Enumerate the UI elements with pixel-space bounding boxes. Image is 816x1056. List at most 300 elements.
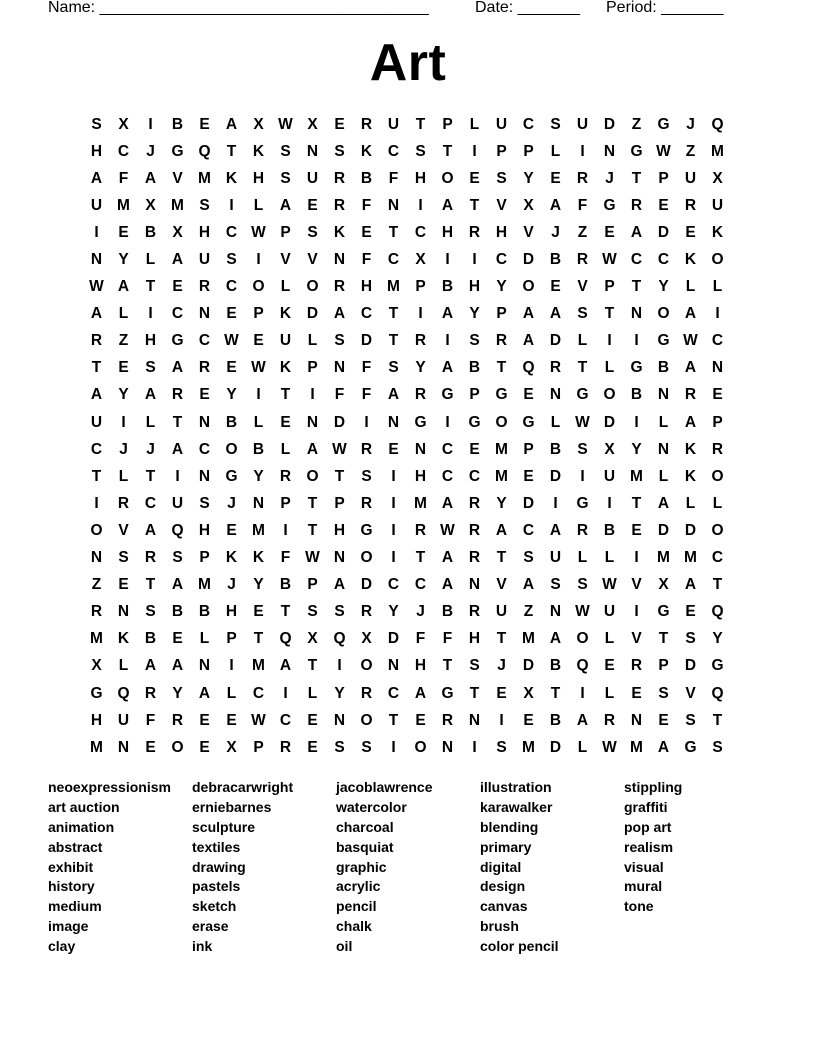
grid-letter: P — [658, 169, 669, 187]
grid-letter: C — [468, 467, 481, 485]
grid-letter: Q — [711, 684, 724, 702]
grid-letter: O — [576, 630, 589, 648]
grid-letter: O — [441, 169, 454, 187]
grid-letter: L — [145, 251, 156, 269]
grid-letter: C — [117, 142, 130, 160]
grid-letter: D — [549, 467, 562, 485]
grid-letter: D — [306, 305, 319, 323]
grid-letter: G — [441, 684, 454, 702]
grid-letter: R — [576, 251, 589, 269]
grid-letter: P — [523, 142, 534, 160]
grid-letter: N — [90, 549, 103, 567]
grid-letter: L — [280, 440, 291, 458]
grid-letter: M — [414, 494, 427, 512]
grid-letter: M — [252, 521, 265, 539]
date-field[interactable]: Date: _______ — [475, 0, 580, 16]
grid-letter: U — [495, 603, 508, 621]
grid-letter: S — [415, 142, 426, 160]
grid-letter: L — [658, 413, 669, 431]
grid-letter: A — [90, 169, 103, 187]
grid-letter: V — [631, 630, 642, 648]
grid-letter: I — [418, 305, 423, 323]
grid-letter: A — [171, 359, 184, 377]
grid-letter: B — [603, 521, 616, 539]
grid-letter: L — [712, 278, 723, 296]
grid-letter: L — [550, 142, 561, 160]
word-list-item: pop art — [624, 818, 672, 835]
grid-letter: O — [711, 521, 724, 539]
grid-letter: E — [523, 467, 534, 485]
grid-letter: K — [252, 142, 265, 160]
grid-letter: R — [117, 494, 130, 512]
grid-letter: O — [603, 386, 616, 404]
grid-letter: E — [172, 630, 183, 648]
grid-letter: Z — [685, 142, 696, 160]
grid-letter: L — [658, 467, 669, 485]
grid-letter: I — [94, 223, 99, 241]
grid-letter: P — [496, 142, 507, 160]
grid-letter: O — [171, 738, 184, 756]
grid-letter: S — [334, 738, 345, 756]
grid-letter: U — [387, 115, 400, 133]
word-list-item: watercolor — [336, 798, 407, 815]
grid-letter: H — [414, 169, 427, 187]
grid-letter: V — [523, 223, 534, 241]
grid-letter: T — [604, 305, 615, 323]
grid-letter: E — [199, 115, 210, 133]
grid-letter: N — [117, 738, 130, 756]
grid-letter: T — [226, 142, 237, 160]
grid-letter: S — [388, 359, 399, 377]
grid-letter: E — [280, 413, 291, 431]
grid-letter: N — [198, 657, 211, 675]
grid-letter: I — [472, 738, 477, 756]
grid-letter: E — [496, 684, 507, 702]
grid-letter: V — [631, 576, 642, 594]
grid-letter: A — [657, 738, 670, 756]
grid-letter: N — [414, 440, 427, 458]
grid-letter: A — [90, 305, 103, 323]
grid-letter: N — [333, 251, 346, 269]
name-field[interactable]: Name: _____________________________________ — [48, 0, 429, 16]
grid-letter: E — [631, 521, 642, 539]
grid-letter: M — [171, 196, 184, 214]
grid-letter: C — [171, 305, 184, 323]
grid-letter: A — [630, 223, 643, 241]
grid-letter: C — [387, 142, 400, 160]
grid-letter: C — [90, 440, 103, 458]
word-list-item: karawalker — [480, 798, 553, 815]
grid-letter: I — [634, 332, 639, 350]
grid-letter: Y — [523, 169, 534, 187]
grid-letter: K — [711, 223, 724, 241]
grid-letter: M — [252, 657, 265, 675]
grid-letter: T — [631, 278, 642, 296]
grid-letter: G — [441, 386, 454, 404]
grid-letter: U — [171, 494, 184, 512]
grid-letter: T — [388, 305, 399, 323]
grid-letter: B — [468, 359, 481, 377]
grid-letter: E — [253, 332, 264, 350]
grid-letter: U — [603, 467, 616, 485]
grid-letter: E — [199, 711, 210, 729]
grid-letter: T — [496, 630, 507, 648]
grid-letter: Z — [577, 223, 588, 241]
grid-letter: E — [361, 223, 372, 241]
grid-letter: R — [468, 494, 481, 512]
grid-letter: T — [496, 359, 507, 377]
grid-letter: O — [90, 521, 103, 539]
grid-letter: V — [685, 684, 696, 702]
grid-letter: F — [388, 169, 399, 187]
grid-letter: Z — [523, 603, 534, 621]
grid-letter: F — [334, 386, 345, 404]
grid-letter: R — [279, 467, 292, 485]
grid-letter: R — [468, 549, 481, 567]
grid-letter: K — [225, 549, 238, 567]
word-list-item: tone — [624, 898, 654, 915]
grid-letter: S — [334, 332, 345, 350]
grid-letter: Z — [631, 115, 642, 133]
grid-letter: U — [549, 549, 562, 567]
grid-letter: V — [280, 251, 291, 269]
grid-letter: O — [495, 413, 508, 431]
grid-letter: S — [361, 467, 372, 485]
grid-letter: N — [630, 711, 643, 729]
grid-letter: N — [198, 305, 211, 323]
grid-letter: T — [631, 169, 642, 187]
grid-letter: K — [684, 440, 697, 458]
period-field[interactable]: Period: _______ — [606, 0, 724, 16]
grid-letter: H — [333, 521, 346, 539]
grid-letter: I — [715, 305, 720, 323]
grid-letter: R — [603, 711, 616, 729]
grid-letter: N — [657, 386, 670, 404]
grid-letter: R — [90, 603, 103, 621]
grid-letter: P — [307, 576, 318, 594]
grid-letter: I — [391, 521, 396, 539]
grid-letter: K — [684, 467, 697, 485]
grid-letter: R — [360, 684, 373, 702]
word-list-item: pastels — [192, 878, 241, 895]
grid-letter: J — [227, 576, 236, 594]
word-list-item: abstract — [48, 838, 103, 855]
grid-letter: U — [90, 196, 103, 214]
grid-letter: N — [468, 711, 481, 729]
grid-letter: B — [225, 413, 238, 431]
grid-letter: W — [224, 332, 239, 350]
grid-letter: Q — [117, 684, 130, 702]
grid-letter: N — [306, 142, 319, 160]
grid-letter: S — [334, 603, 345, 621]
grid-letter: T — [91, 359, 102, 377]
grid-letter: W — [332, 440, 347, 458]
grid-letter: A — [549, 521, 562, 539]
page-title: Art — [369, 34, 447, 92]
grid-letter: T — [253, 630, 264, 648]
grid-letter: X — [523, 196, 534, 214]
grid-letter: S — [685, 630, 696, 648]
grid-letter: U — [198, 251, 211, 269]
grid-letter: I — [148, 115, 153, 133]
grid-letter: I — [256, 251, 261, 269]
grid-letter: T — [712, 711, 723, 729]
grid-letter: L — [604, 684, 615, 702]
grid-letter: A — [441, 576, 454, 594]
grid-letter: J — [497, 657, 506, 675]
grid-letter: G — [630, 359, 643, 377]
grid-letter: D — [684, 657, 697, 675]
grid-letter: P — [415, 278, 426, 296]
grid-letter: C — [252, 684, 265, 702]
grid-letter: A — [414, 684, 427, 702]
grid-letter: Q — [576, 657, 589, 675]
grid-letter: L — [118, 467, 129, 485]
grid-letter: A — [387, 386, 400, 404]
grid-letter: P — [307, 359, 318, 377]
grid-letter: X — [307, 630, 318, 648]
grid-letter: L — [253, 413, 264, 431]
grid-letter: Y — [496, 278, 507, 296]
grid-letter: A — [684, 305, 697, 323]
grid-letter: X — [361, 630, 372, 648]
grid-letter: K — [225, 169, 238, 187]
grid-letter: S — [712, 738, 723, 756]
grid-letter: W — [89, 278, 104, 296]
grid-letter: L — [199, 630, 210, 648]
grid-letter: U — [117, 711, 130, 729]
grid-letter: M — [387, 278, 400, 296]
grid-letter: S — [145, 603, 156, 621]
grid-letter: S — [199, 494, 210, 512]
grid-letter: B — [549, 657, 562, 675]
grid-letter: F — [280, 549, 291, 567]
grid-letter: A — [441, 494, 454, 512]
grid-letter: O — [360, 711, 373, 729]
grid-letter: D — [657, 223, 670, 241]
grid-letter: N — [657, 440, 670, 458]
grid-letter: A — [171, 440, 184, 458]
grid-letter: P — [253, 305, 264, 323]
grid-letter: V — [172, 169, 183, 187]
grid-letter: I — [94, 494, 99, 512]
grid-letter: O — [360, 657, 373, 675]
grid-letter: E — [712, 386, 723, 404]
word-list-item: blending — [480, 818, 539, 835]
grid-letter: I — [472, 251, 477, 269]
grid-letter: N — [333, 549, 346, 567]
grid-letter: I — [472, 142, 477, 160]
grid-letter: C — [441, 467, 454, 485]
grid-letter: S — [577, 440, 588, 458]
grid-letter: R — [468, 521, 481, 539]
word-list-item: chalk — [336, 918, 372, 935]
grid-letter: E — [199, 738, 210, 756]
grid-letter: T — [388, 332, 399, 350]
word-list-item: ink — [192, 938, 213, 955]
grid-letter: R — [144, 684, 157, 702]
grid-letter: T — [712, 576, 723, 594]
grid-letter: U — [576, 115, 589, 133]
grid-letter: M — [630, 738, 643, 756]
grid-letter: M — [117, 196, 130, 214]
grid-letter: W — [251, 359, 266, 377]
grid-letter: P — [712, 413, 723, 431]
grid-letter: E — [469, 440, 480, 458]
grid-letter: N — [306, 413, 319, 431]
grid-letter: B — [171, 603, 184, 621]
grid-letter: G — [495, 386, 508, 404]
grid-letter: G — [360, 521, 373, 539]
grid-letter: B — [441, 603, 454, 621]
grid-letter: O — [657, 305, 670, 323]
grid-letter: T — [631, 494, 642, 512]
grid-letter: T — [388, 223, 399, 241]
grid-letter: L — [604, 359, 615, 377]
grid-letter: H — [468, 278, 481, 296]
grid-letter: F — [118, 169, 129, 187]
grid-letter: L — [712, 494, 723, 512]
grid-letter: Y — [631, 440, 642, 458]
grid-letter: F — [361, 386, 372, 404]
grid-letter: S — [496, 738, 507, 756]
grid-letter: K — [333, 223, 346, 241]
grid-letter: C — [495, 251, 508, 269]
grid-letter: H — [252, 169, 265, 187]
grid-letter: M — [522, 738, 535, 756]
word-list-item: acrylic — [336, 878, 381, 895]
grid-letter: S — [226, 251, 237, 269]
grid-letter: B — [549, 440, 562, 458]
grid-letter: L — [280, 278, 291, 296]
grid-letter: S — [280, 169, 291, 187]
word-list-item: textiles — [192, 838, 241, 855]
grid-letter: J — [686, 115, 695, 133]
grid-letter: X — [712, 169, 723, 187]
grid-letter: H — [144, 332, 157, 350]
grid-letter: N — [441, 738, 454, 756]
word-list — [48, 778, 768, 957]
grid-letter: B — [144, 630, 157, 648]
grid-letter: K — [279, 359, 292, 377]
word-list-item: primary — [480, 838, 532, 855]
grid-letter: J — [605, 169, 614, 187]
grid-letter: E — [172, 278, 183, 296]
grid-letter: C — [225, 223, 238, 241]
grid-letter: H — [225, 603, 238, 621]
grid-letter: W — [305, 549, 320, 567]
grid-letter: Y — [172, 684, 183, 702]
grid-letter: E — [604, 223, 615, 241]
grid-letter: U — [603, 603, 616, 621]
grid-letter: O — [522, 278, 535, 296]
grid-letter: I — [607, 332, 612, 350]
grid-letter: I — [553, 494, 558, 512]
grid-letter: J — [227, 494, 236, 512]
grid-letter: X — [253, 115, 264, 133]
grid-letter: D — [387, 630, 400, 648]
grid-letter: R — [171, 711, 184, 729]
grid-letter: N — [252, 494, 265, 512]
grid-letter: P — [496, 305, 507, 323]
grid-letter: G — [576, 386, 589, 404]
grid-letter: A — [657, 494, 670, 512]
grid-letter: Q — [171, 521, 184, 539]
grid-letter: D — [522, 251, 535, 269]
grid-letter: H — [360, 278, 373, 296]
grid-letter: K — [117, 630, 130, 648]
grid-letter: R — [279, 738, 292, 756]
grid-letter: T — [280, 386, 291, 404]
grid-letter: X — [91, 657, 102, 675]
grid-letter: L — [577, 738, 588, 756]
grid-letter: A — [171, 251, 184, 269]
grid-letter: T — [91, 467, 102, 485]
grid-letter: I — [391, 549, 396, 567]
grid-letter: Y — [334, 684, 345, 702]
grid-letter: E — [226, 521, 237, 539]
grid-letter: T — [172, 413, 183, 431]
grid-letter: B — [171, 115, 184, 133]
grid-letter: I — [580, 467, 585, 485]
word-list-item: exhibit — [48, 858, 94, 875]
grid-letter: F — [415, 630, 426, 648]
grid-letter: D — [657, 521, 670, 539]
grid-letter: N — [549, 603, 562, 621]
grid-letter: I — [580, 684, 585, 702]
grid-letter: A — [171, 576, 184, 594]
grid-letter: Y — [712, 630, 723, 648]
grid-letter: O — [711, 251, 724, 269]
grid-letter: H — [198, 521, 211, 539]
grid-letter: T — [658, 630, 669, 648]
grid-letter: E — [658, 196, 669, 214]
grid-letter: U — [711, 196, 724, 214]
grid-letter: C — [198, 332, 211, 350]
grid-letter: T — [577, 359, 588, 377]
grid-letter: P — [280, 223, 291, 241]
grid-letter: E — [388, 440, 399, 458]
grid-letter: J — [146, 142, 155, 160]
grid-letter: R — [414, 521, 427, 539]
grid-letter: R — [333, 169, 346, 187]
grid-letter: Y — [253, 576, 264, 594]
grid-letter: N — [549, 386, 562, 404]
grid-letter: E — [685, 223, 696, 241]
grid-letter: A — [684, 413, 697, 431]
grid-letter: A — [549, 305, 562, 323]
grid-letter: D — [549, 332, 562, 350]
grid-letter: S — [550, 115, 561, 133]
word-list-item: charcoal — [336, 818, 394, 835]
grid-letter: R — [90, 332, 103, 350]
grid-letter: W — [251, 223, 266, 241]
grid-letter: A — [144, 169, 157, 187]
grid-letter: C — [522, 521, 535, 539]
grid-letter: G — [522, 413, 535, 431]
grid-letter: Z — [118, 332, 129, 350]
grid-letter: L — [577, 332, 588, 350]
grid-letter: T — [388, 711, 399, 729]
grid-letter: D — [603, 115, 616, 133]
grid-letter: L — [685, 278, 696, 296]
word-list-item: erniebarnes — [192, 798, 272, 815]
grid-letter: N — [387, 196, 400, 214]
word-list-item: illustration — [480, 779, 552, 795]
grid-letter: I — [391, 494, 396, 512]
grid-letter: W — [575, 413, 590, 431]
grid-letter: B — [360, 169, 373, 187]
